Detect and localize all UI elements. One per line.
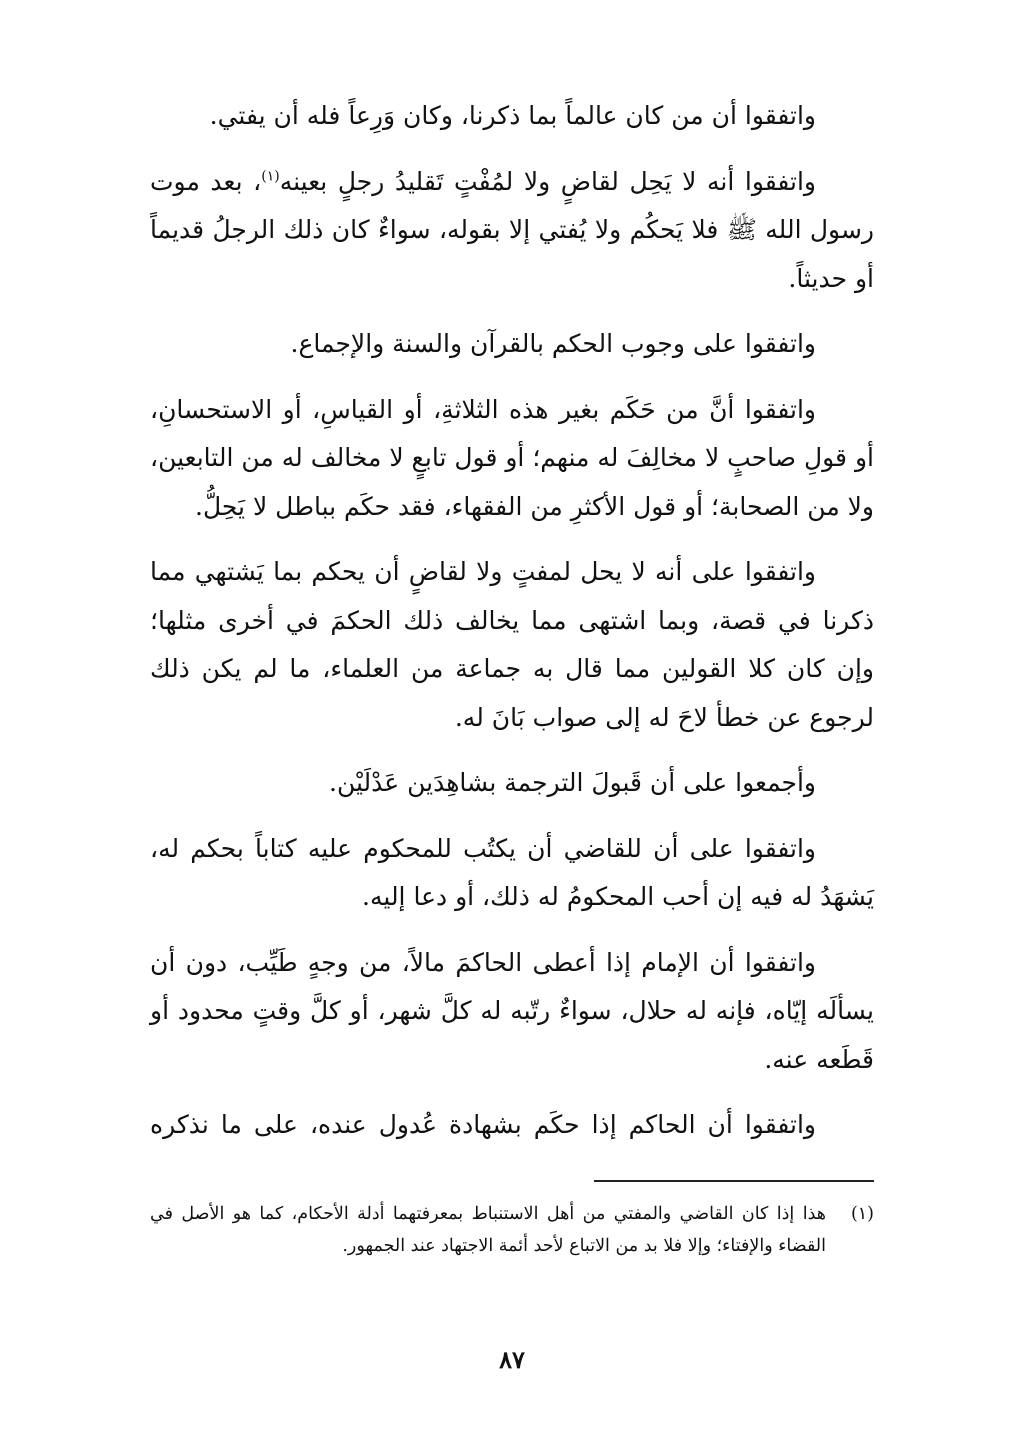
page-number: ٨٧	[499, 1345, 525, 1374]
paragraph-4: واتفقوا أنَّ من حَكَم بغير هذه الثلاثةِ، أو القياسِ، أو الاستحسانِ، أو قولِ صاحبٍ لا مخالِفَ له منهم؛ أو قول تابعٍ لا مخالف له من التابعين، ولا من الصحابة؛ أو قول الأكثرِ من الفقهاء، فقد حكَم بباطل لا يَحِلُّ.	[150, 394, 874, 521]
footnote-number: (١)	[850, 1203, 874, 1224]
paragraph-8: واتفقوا أن الإمام إذا أعطى الحاكمَ مالاً، من وجهٍ طَيِّب، دون أن يسألَه إيّاه، فإنه له حلال، سواءٌ رتّبه له كلَّ شهر، أو كلَّ وقتٍ محدود أو قَطَعه عنه.	[150, 947, 874, 1074]
paragraph-9: واتفقوا أن الحاكم إذا حكَم بشهادة عُدول عنده، على ما نذكره	[150, 1110, 816, 1139]
footnote	[150, 1198, 874, 1262]
paragraph-6: وأجمعوا على أن قَبولَ الترجمة بشاهِدَين عَدْلَيْن.	[329, 768, 816, 797]
paragraph-7: واتفقوا على أن للقاضي أن يكتُب للمحكوم عليه كتاباً بحكم له، يَشهَدُ له فيه إن أحب المحكومُ له ذلك، أو دعا إليه.	[150, 833, 874, 911]
paragraph-3: واتفقوا على وجوب الحكم بالقرآن والسنة والإجماع.	[290, 329, 816, 358]
footnote-text: هذا إذا كان القاضي والمفتي من أهل الاستنباط بمعرفتهما أدلة الأحكام، كما هو الأصل في القضاء والإفتاء؛ وإلا فلا بد من الاتباع لأحد أئمة الاجتهاد عند الجمهور.	[150, 1203, 826, 1256]
paragraph-2: واتفقوا أنه لا يَحِل لقاضٍ ولا لمُفْتٍ تَقليدُ رجلٍ بعينه$^{(١)}$، بعد موت رسول الله ﷺ فلا يَحكُم ولا يُفتي إلا بقوله، سواءٌ كان ذلك الرجلُ قديماً أو حديثاً.	[150, 166, 874, 293]
paragraph-5: واتفقوا على أنه لا يحل لمفتٍ ولا لقاضٍ أن يحكم بما يَشتهي مما ذكرنا في قصة، وبما اشتهى مما يخالف ذلك الحكمَ في أخرى مثلها؛ وإن كان كلا القولين مما قال به جماعة من العلماء، ما لم يكن ذلك لرجوع عن خطأ لاحَ له إلى صواب بَانَ له.	[150, 557, 874, 732]
footnote-reference: (١)	[261, 168, 280, 185]
footnote-divider	[594, 1180, 874, 1182]
paragraph-1: واتفقوا أن من كان عالماً بما ذكرنا، وكان وَرِعاً فله أن يفتي.	[209, 101, 816, 130]
